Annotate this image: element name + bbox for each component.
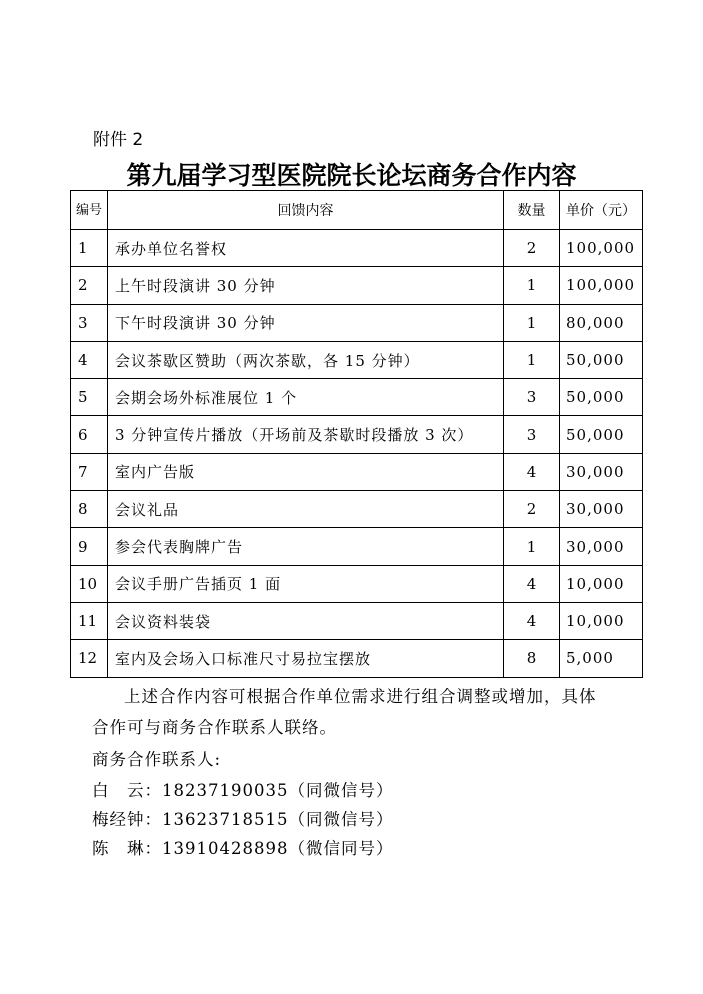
row-item: 会期会场外标准展位 1 个: [108, 379, 504, 416]
row-price: 80,000: [560, 304, 643, 341]
row-index: 7: [71, 453, 108, 490]
row-qty: 3: [504, 379, 560, 416]
row-price: 30,000: [560, 491, 643, 528]
contact-remark: （同微信号）: [288, 810, 394, 829]
cooperation-note: 上述合作内容可根据合作单位需求进行组合调整或增加，具体合作可与商务合作联系人联络。: [92, 687, 597, 737]
row-qty: 1: [504, 528, 560, 565]
row-price: 50,000: [560, 416, 643, 453]
contact-remark: （微信同号）: [288, 839, 394, 858]
header-price: 单价（元）: [560, 191, 643, 230]
row-qty: 4: [504, 602, 560, 639]
contact-name: 白 云: [92, 781, 145, 800]
row-index: 8: [71, 491, 108, 528]
row-qty: 1: [504, 304, 560, 341]
table-header-row: [71, 191, 643, 230]
table-row: [71, 267, 643, 304]
row-price: 10,000: [560, 602, 643, 639]
contact-line: [92, 806, 393, 830]
row-qty: 4: [504, 453, 560, 490]
row-index: 2: [71, 267, 108, 304]
row-qty: 1: [504, 341, 560, 378]
row-price: 30,000: [560, 528, 643, 565]
row-price: 100,000: [560, 230, 643, 267]
contact-colon: ：: [144, 839, 162, 858]
row-qty: 2: [504, 230, 560, 267]
row-item: 室内广告版: [108, 453, 504, 490]
row-price: 100,000: [560, 267, 643, 304]
row-index: 11: [71, 602, 108, 639]
row-index: 3: [71, 304, 108, 341]
contacts-heading: 商务合作联系人:: [92, 750, 222, 769]
contact-phone: 18237190035: [162, 781, 289, 800]
table-row: [71, 640, 643, 677]
row-index: 4: [71, 341, 108, 378]
row-index: 1: [71, 230, 108, 267]
table-row: [71, 304, 643, 341]
row-price: 10,000: [560, 565, 643, 602]
contact-line: [92, 835, 393, 859]
row-price: 5,000: [560, 640, 643, 677]
row-item: 上午时段演讲 30 分钟: [108, 267, 504, 304]
row-price: 50,000: [560, 379, 643, 416]
header-qty: 数量: [504, 191, 560, 230]
row-item: 会议手册广告插页 1 面: [108, 565, 504, 602]
row-index: 5: [71, 379, 108, 416]
table-row: [71, 491, 643, 528]
table-row: [71, 565, 643, 602]
row-price: 30,000: [560, 453, 643, 490]
attachment-label: 附件 2: [93, 130, 144, 150]
contact-remark: （同微信号）: [288, 781, 394, 800]
row-item: 承办单位名誉权: [108, 230, 504, 267]
row-item: 参会代表胸牌广告: [108, 528, 504, 565]
row-price: 50,000: [560, 341, 643, 378]
row-qty: 1: [504, 267, 560, 304]
row-index: 12: [71, 640, 108, 677]
row-item: 会议资料装袋: [108, 602, 504, 639]
row-qty: 2: [504, 491, 560, 528]
contact-phone: 13910428898: [162, 839, 289, 858]
header-index: 编号: [71, 191, 108, 230]
row-qty: 3: [504, 416, 560, 453]
row-item: 室内及会场入口标准尺寸易拉宝摆放: [108, 640, 504, 677]
row-item: 3 分钟宣传片播放（开场前及茶歇时段播放 3 次）: [108, 416, 504, 453]
row-item: 下午时段演讲 30 分钟: [108, 304, 504, 341]
contact-colon: ：: [144, 810, 162, 829]
contact-name: 陈 琳: [92, 839, 145, 858]
header-item: 回馈内容: [108, 191, 504, 230]
cooperation-table: [70, 190, 643, 678]
table-row: [71, 230, 643, 267]
row-index: 10: [71, 565, 108, 602]
contact-colon: ：: [144, 781, 162, 800]
contact-name: 梅经钟: [92, 810, 145, 829]
row-qty: 4: [504, 565, 560, 602]
row-qty: 8: [504, 640, 560, 677]
table-row: [71, 379, 643, 416]
table-row: [71, 341, 643, 378]
row-index: 6: [71, 416, 108, 453]
row-item: 会议礼品: [108, 491, 504, 528]
contact-line: [92, 777, 393, 801]
table-row: [71, 416, 643, 453]
table-row: [71, 453, 643, 490]
row-index: 9: [71, 528, 108, 565]
table-row: [71, 528, 643, 565]
table-row: [71, 602, 643, 639]
row-item: 会议茶歇区赞助（两次茶歇，各 15 分钟）: [108, 341, 504, 378]
contact-phone: 13623718515: [162, 810, 289, 829]
document-title: 第九届学习型医院院长论坛商务合作内容: [126, 161, 577, 190]
